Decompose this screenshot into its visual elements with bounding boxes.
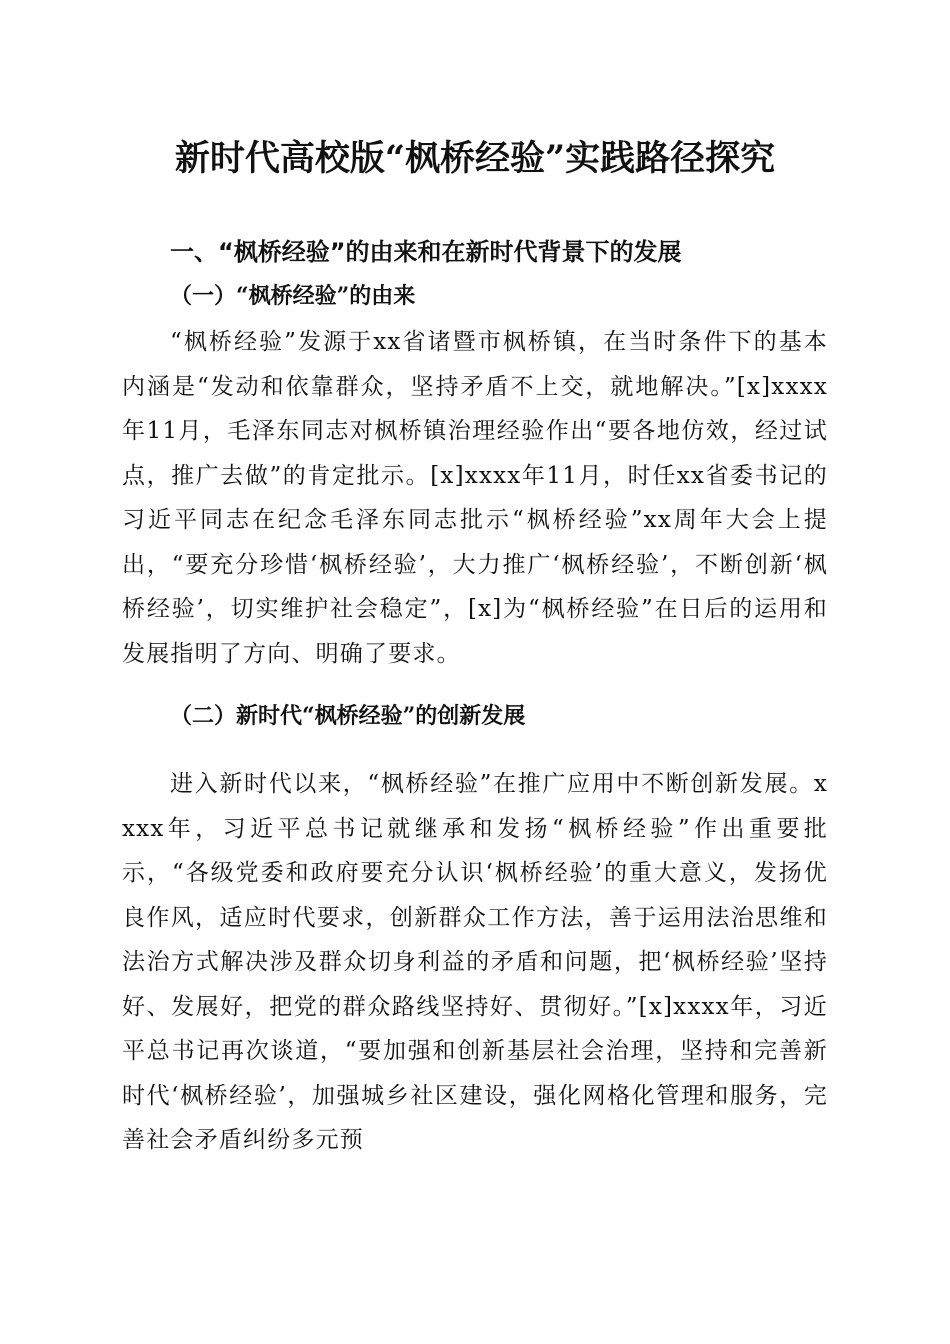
section-heading-1: 一、“枫桥经验”的由来和在新时代背景下的发展 (170, 238, 682, 266)
paragraph-innovation: 进入新时代以来，“枫桥经验”在推广应用中不断创新发展。xxxx年，习近平总书记就继承和发扬“枫桥经验”作出重要批示，“各级党委和政府要充分认识‘枫桥经验’的重大意义，发扬优良作风，适应时代要求，创新群众工作方法，善于运用法治思维和法治方式解决涉及群众切身利益的矛盾和问题，把‘枫桥经验’坚持好、发展好，把党的群众路线坚持好、贯彻好。”[x]xxxx年，习近平总书记再次谈道，“要加强和创新基层社会治理，坚持和完善新时代‘枫桥经验’，加强城乡社区建设，强化网格化管理和服务，完善社会矛盾纠纷多元预 (122, 771, 828, 1153)
subsection-heading-2: （二）新时代“枫桥经验”的创新发展 (170, 703, 526, 729)
subsection-heading-1: （一）“枫桥经验”的由来 (170, 283, 416, 309)
document-title: 新时代高校版“枫桥经验”实践路径探究 (174, 138, 776, 179)
paragraph-origin: “枫桥经验”发源于xx省诸暨市枫桥镇，在当时条件下的基本内涵是“发动和依靠群众，坚持矛盾不上交，就地解决。”[x]xxxx年11月，毛泽东同志对枫桥镇治理经验作出“要各地仿效，经过试点，推广去做”的肯定批示。[x]xxxx年11月，时任xx省委书记的习近平同志在纪念毛泽东同志批示“枫桥经验”xx周年大会上提出，“要充分珍惜‘枫桥经验’，大力推广‘枫桥经验’，不断创新‘枫桥经验’，切实维护社会稳定”，[x]为“枫桥经验”在日后的运用和发展指明了方向、明确了要求。 (122, 329, 828, 667)
